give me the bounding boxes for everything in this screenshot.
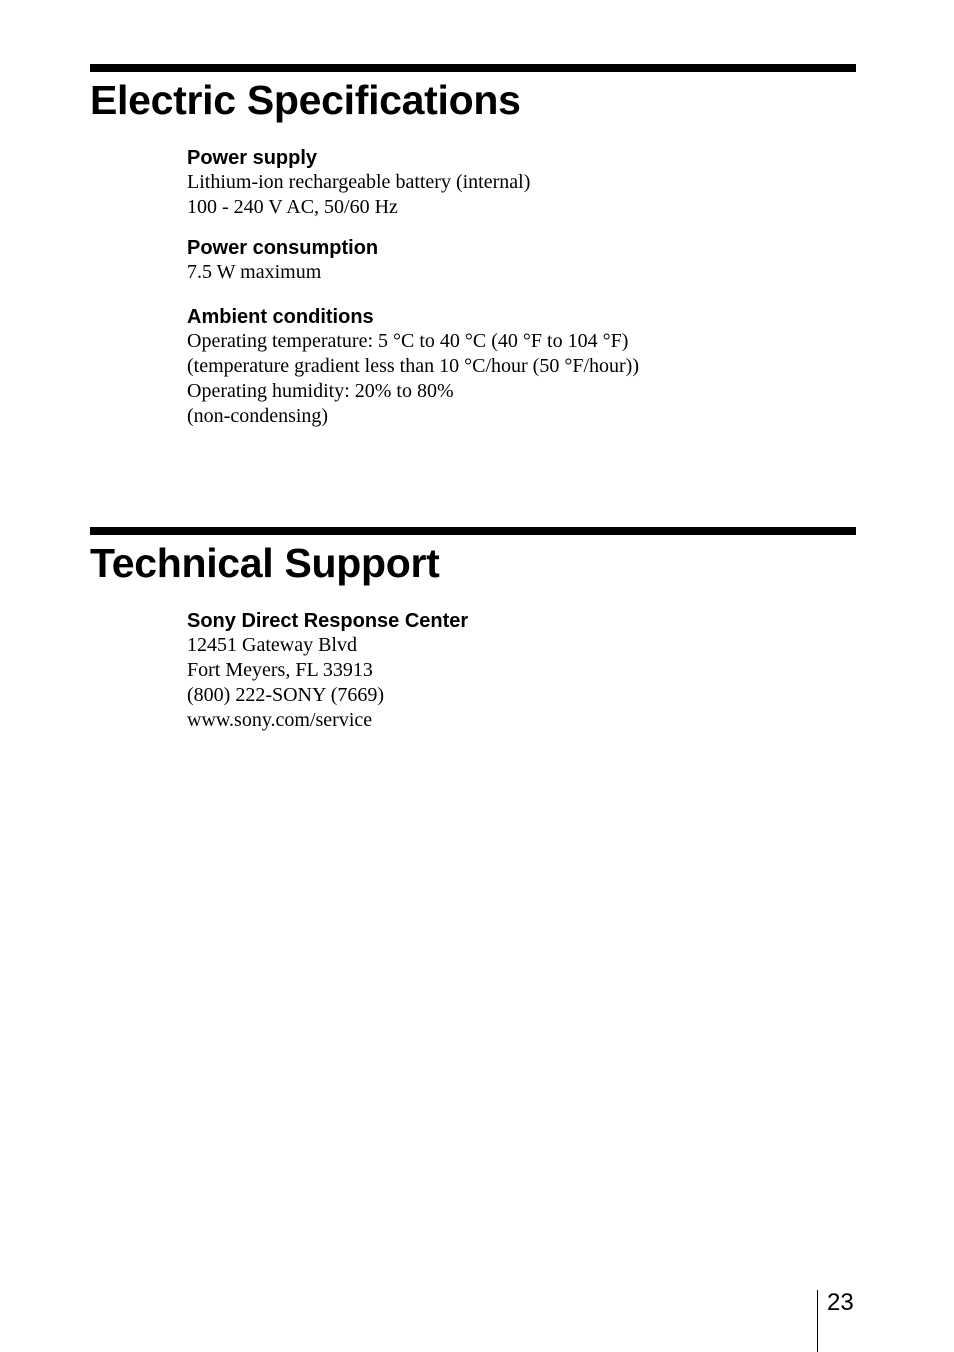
entry-ambient-conditions xyxy=(187,305,847,429)
entry-line: Lithium-ion rechargeable battery (internal) xyxy=(187,171,531,193)
entry-line: (temperature gradient less than 10 °C/hour (50 °F/hour)) xyxy=(187,355,639,377)
electric-spec-entries xyxy=(187,146,847,429)
section-title: Electric Specifications xyxy=(90,77,521,123)
page-number-divider xyxy=(817,1290,818,1352)
entry-line: Operating temperature: 5 °C to 40 °C (40 °F to 104 °F) xyxy=(187,330,629,352)
entry-line: 12451 Gateway Blvd xyxy=(187,634,357,656)
entry-line: (800) 222-SONY (7669) xyxy=(187,684,385,706)
entry-line: Operating humidity: 20% to 80% xyxy=(187,380,454,402)
entry-heading: Sony Direct Response Center xyxy=(187,610,469,632)
section-technical-support xyxy=(90,527,856,585)
entry-heading: Ambient conditions xyxy=(187,306,374,328)
entry-power-supply xyxy=(187,146,847,220)
entry-power-consumption xyxy=(187,236,847,285)
entry-line: www.sony.com/service xyxy=(187,709,373,731)
entry-sony-direct-response-center xyxy=(187,609,847,733)
entry-line: 7.5 W maximum xyxy=(187,261,322,283)
entry-line: (non-condensing) xyxy=(187,405,329,427)
entry-line: 100 - 240 V AC, 50/60 Hz xyxy=(187,196,398,218)
entry-heading: Power consumption xyxy=(187,237,379,259)
entry-heading: Power supply xyxy=(187,147,318,169)
section-electric-specifications xyxy=(90,64,856,122)
page-number: 23 xyxy=(827,1289,854,1316)
entry-line: Fort Meyers, FL 33913 xyxy=(187,659,373,681)
section-rule xyxy=(90,64,856,72)
section-title: Technical Support xyxy=(90,540,440,586)
technical-support-entries xyxy=(187,609,847,733)
section-rule xyxy=(90,527,856,535)
